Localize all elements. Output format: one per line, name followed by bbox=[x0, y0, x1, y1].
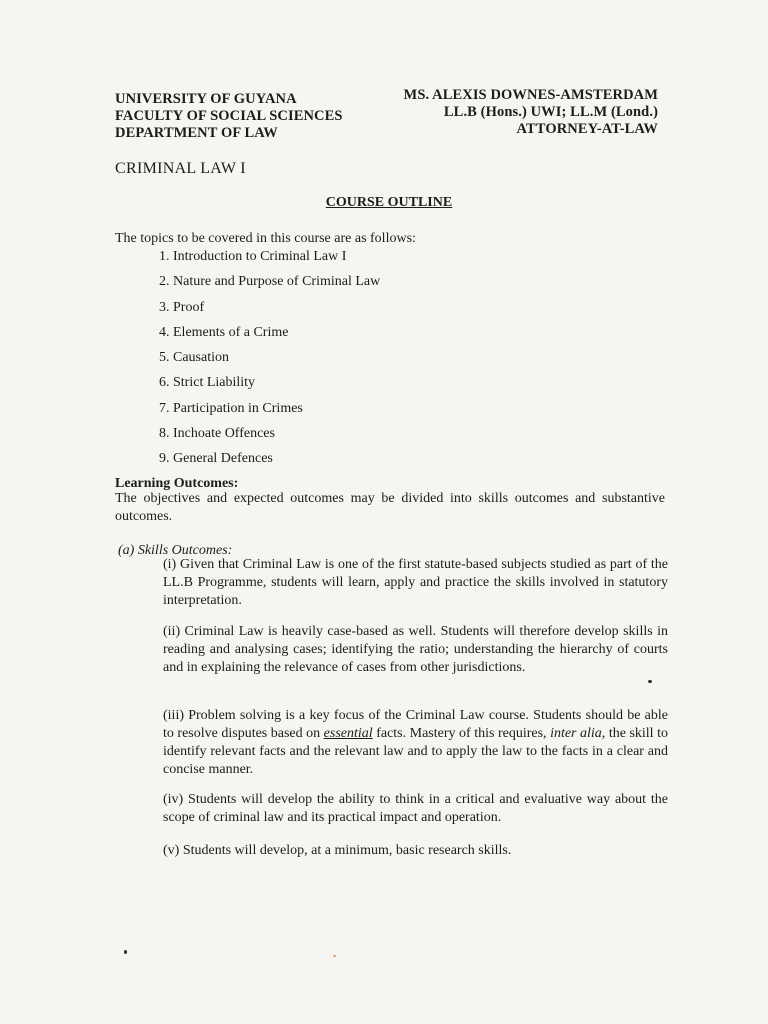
topics-intro: The topics to be covered in this course are as follows: bbox=[115, 231, 416, 246]
latin-phrase: inter alia, bbox=[550, 726, 606, 741]
skills-outcome-1: (i) Given that Criminal Law is one of the first statute-based subjects studied as part of the LL.B Programme, students will learn, apply and practice the skills involved in statutory interpretation. bbox=[163, 557, 668, 608]
topics-list bbox=[159, 248, 380, 476]
lecturer-qualifications: LL.B (Hons.) UWI; LL.M (Lond.) bbox=[443, 104, 658, 120]
topic-item: 3. Proof bbox=[159, 299, 205, 315]
topic-item: 7. Participation in Crimes bbox=[159, 400, 303, 416]
scan-speck bbox=[333, 955, 336, 957]
topic-item: 6. Strict Liability bbox=[159, 375, 256, 391]
topic-item: 9. General Defences bbox=[159, 451, 273, 467]
university-name: UNIVERSITY OF GUYANA bbox=[115, 91, 297, 107]
text-segment: (iii) Problem solving is a key focus of the Criminal Law course. Students should be able to resolve disputes based on bbox=[163, 708, 668, 741]
institution-header bbox=[115, 91, 343, 142]
topic-item: 8. Inchoate Offences bbox=[159, 426, 275, 442]
topic-item: 5. Causation bbox=[159, 350, 229, 366]
skills-outcome-3 bbox=[163, 707, 668, 779]
course-title: CRIMINAL LAW I bbox=[115, 160, 246, 177]
scan-speck bbox=[124, 950, 127, 954]
learning-outcomes-heading: Learning Outcomes: bbox=[115, 476, 239, 491]
emphasized-word: essential bbox=[323, 726, 373, 741]
topic-item: 4. Elements of a Crime bbox=[159, 324, 289, 340]
skills-outcomes-heading: (a) Skills Outcomes: bbox=[118, 543, 233, 558]
text-segment: the skill to identify relevant facts and the relevant law and to apply the law to the facts in a clear and concise manner. bbox=[163, 726, 668, 777]
learning-outcomes-text: The objectives and expected outcomes may be divided into skills outcomes and substantive outcomes. bbox=[115, 491, 665, 524]
topic-item: 1. Introduction to Criminal Law I bbox=[159, 249, 347, 264]
department-name: DEPARTMENT OF LAW bbox=[115, 125, 278, 141]
skills-outcome-2: (ii) Criminal Law is heavily case-based as well. Students will therefore develop skills in reading and analysing cases; identifying the ratio; understanding the hierarchy of courts and in explaining the relevance of cases from other jurisdictions. bbox=[163, 624, 668, 675]
outline-heading: COURSE OUTLINE bbox=[325, 195, 453, 210]
topic-item: 2. Nature and Purpose of Criminal Law bbox=[159, 274, 381, 290]
text-segment: facts. Mastery of this requires, bbox=[372, 726, 551, 741]
lecturer-header bbox=[404, 87, 658, 138]
faculty-name: FACULTY OF SOCIAL SCIENCES bbox=[115, 108, 343, 124]
lecturer-title: ATTORNEY-AT-LAW bbox=[516, 121, 658, 137]
lecturer-name: MS. ALEXIS DOWNES-AMSTERDAM bbox=[403, 87, 658, 103]
skills-outcome-5: (v) Students will develop, at a minimum, basic research skills. bbox=[163, 843, 512, 858]
scan-speck bbox=[648, 680, 652, 683]
skills-outcome-4: (iv) Students will develop the ability to think in a critical and evaluative way about the scope of criminal law and its practical impact and operation. bbox=[163, 792, 668, 825]
